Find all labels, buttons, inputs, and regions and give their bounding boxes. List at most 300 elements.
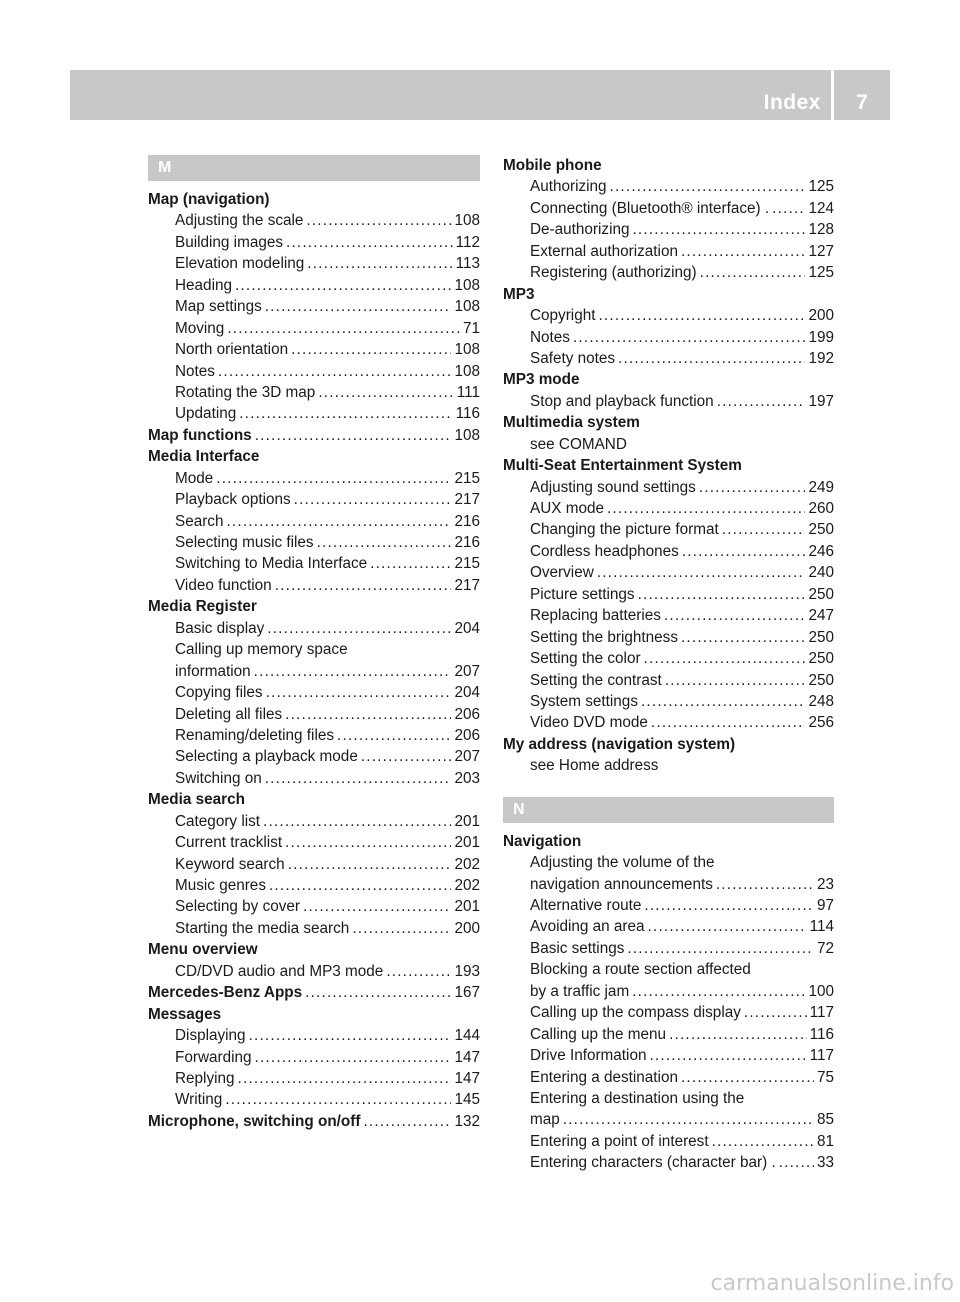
index-entry <box>503 916 834 937</box>
index-entry <box>503 1131 834 1152</box>
entry-label: Elevation modeling <box>175 255 305 273</box>
entry-label: Copyright <box>530 307 596 325</box>
page-number: 7 <box>856 91 868 114</box>
index-entry <box>503 938 834 959</box>
dot-leader <box>638 584 806 605</box>
entry-label: Video function <box>175 576 272 594</box>
entry-label: Mode <box>175 469 214 487</box>
index-entry <box>503 1024 834 1045</box>
index-entry <box>503 874 834 895</box>
dot-leader <box>700 262 806 283</box>
entry-label: Map functions <box>148 426 252 444</box>
dot-leader <box>216 468 451 489</box>
index-entry <box>148 210 480 231</box>
index-entry <box>148 361 480 382</box>
dot-leader <box>291 339 451 360</box>
index-entry <box>503 712 834 733</box>
entry-label: Copying files <box>175 684 263 702</box>
dot-leader <box>265 768 452 789</box>
entry-page-number: 246 <box>808 542 834 560</box>
index-entry <box>503 519 834 540</box>
entry-page-number: 248 <box>808 692 834 710</box>
entry-label: Setting the brightness <box>530 628 678 646</box>
entry-label: Notes <box>530 328 570 346</box>
index-heading-entry <box>148 425 480 446</box>
entry-page-number: 108 <box>454 426 480 444</box>
index-entry <box>148 1025 480 1046</box>
entry-page-number: 147 <box>454 1069 480 1087</box>
entry-label: Playback options <box>175 491 291 509</box>
dot-leader <box>318 382 453 403</box>
index-entry <box>503 477 834 498</box>
dot-leader <box>744 1002 807 1023</box>
entry-page-number: 127 <box>808 242 834 260</box>
entry-page-number: 216 <box>454 534 480 551</box>
index-entry <box>148 296 480 317</box>
entry-page-number: 125 <box>808 264 834 282</box>
index-heading: MP3 mode <box>503 371 580 389</box>
entry-page-number: 81 <box>816 1132 834 1150</box>
entry-page-number: 145 <box>454 1091 480 1109</box>
entry-label: Renaming/deleting files <box>175 726 335 744</box>
entry-label: Deleting all files <box>175 705 283 723</box>
dot-leader <box>772 198 805 219</box>
entry-label: Avoiding an area <box>530 918 645 936</box>
index-entry <box>148 961 480 982</box>
index-entry <box>148 725 480 746</box>
entry-label: Starting the media search <box>175 919 350 937</box>
entry-label: Entering a destination <box>530 1068 678 1086</box>
index-heading: Map (navigation) <box>148 191 270 208</box>
dot-leader <box>682 541 806 562</box>
dot-leader <box>669 1024 807 1045</box>
entry-label: Basic settings <box>530 939 625 957</box>
entry-page-number: 250 <box>808 650 834 668</box>
index-entry <box>503 1067 834 1088</box>
entry-label: Calling up the compass display <box>530 1004 741 1022</box>
index-entries-n <box>503 831 834 1174</box>
entry-page-number: 215 <box>454 469 480 487</box>
entry-page-number: 250 <box>808 585 834 603</box>
entry-label: Music genres <box>175 877 266 894</box>
entry-label: Selecting a playback mode <box>175 748 358 766</box>
index-entry <box>503 1045 834 1066</box>
index-entry <box>503 648 834 669</box>
entry-page-number: 201 <box>454 898 480 916</box>
dot-leader <box>641 691 806 712</box>
entry-label: Heading <box>175 276 232 294</box>
entry-page-number: 204 <box>454 619 480 637</box>
index-entry <box>503 241 834 262</box>
entry-page-number: 108 <box>454 276 480 294</box>
index-text-line: Blocking a route section affected <box>530 961 751 979</box>
entry-label: Entering characters (character bar) . <box>530 1154 776 1172</box>
dot-leader <box>267 618 451 639</box>
entry-page-number: 124 <box>808 199 834 217</box>
index-text-line: Entering a destination using the <box>530 1089 745 1107</box>
entry-label: Overview <box>530 564 594 582</box>
entry-label: System settings <box>530 692 638 710</box>
index-entry <box>148 918 480 939</box>
page-header-bar <box>70 70 890 120</box>
entry-label: Current tracklist <box>175 834 283 852</box>
dot-leader <box>716 874 814 895</box>
entry-page-number: 199 <box>808 328 834 346</box>
dot-leader <box>607 498 806 519</box>
dot-leader <box>249 1025 452 1046</box>
index-entry <box>503 1109 834 1130</box>
entry-page-number: 249 <box>808 478 834 496</box>
entry-page-number: 116 <box>455 405 480 423</box>
dot-leader <box>779 1152 814 1173</box>
dot-leader <box>225 1089 451 1110</box>
index-heading: Multi-Seat Entertainment System <box>503 457 742 475</box>
dot-leader <box>386 961 451 982</box>
index-entry <box>148 1047 480 1068</box>
entry-label: Calling up the menu <box>530 1025 667 1043</box>
entry-page-number: 240 <box>808 564 834 582</box>
index-entry <box>148 1089 480 1110</box>
index-entry <box>148 896 480 917</box>
entry-label: External authorization <box>530 242 678 260</box>
entry-label: Registering (authorizing) <box>530 264 697 282</box>
index-heading: Multimedia system <box>503 414 640 432</box>
entry-label: Forwarding <box>175 1048 252 1066</box>
index-entry <box>148 489 480 510</box>
entry-label: Alternative route <box>530 897 642 914</box>
entry-page-number: 207 <box>454 662 480 680</box>
index-entry <box>148 232 480 253</box>
index-entries-m <box>148 189 480 1132</box>
index-entry <box>148 811 480 832</box>
entry-label: Entering a point of interest <box>530 1132 709 1150</box>
dot-leader <box>712 1131 814 1152</box>
index-heading: Media Interface <box>148 448 260 466</box>
index-entry <box>503 562 834 583</box>
index-entry <box>503 198 834 219</box>
index-entries-m-continued <box>503 155 834 777</box>
entry-page-number: 200 <box>808 307 834 325</box>
dot-leader <box>618 348 805 369</box>
index-text-line: Adjusting the volume of the <box>530 854 715 872</box>
entry-label: Switching on <box>175 769 262 787</box>
entry-label: Category list <box>175 812 261 830</box>
entry-page-number: 112 <box>455 233 480 251</box>
entry-label: Updating <box>175 405 237 423</box>
entry-page-number: 100 <box>808 982 834 1000</box>
dot-leader <box>239 403 452 424</box>
index-entry <box>503 541 834 562</box>
index-entry <box>503 327 834 348</box>
entry-label: Picture settings <box>530 585 635 603</box>
index-entry <box>148 339 480 360</box>
dot-leader <box>255 425 452 446</box>
index-heading: Messages <box>148 1005 222 1023</box>
index-entry <box>148 768 480 789</box>
entry-page-number: 23 <box>816 875 834 893</box>
index-entry <box>148 746 480 767</box>
entry-label: Safety notes <box>530 349 616 367</box>
entry-label: Connecting (Bluetooth® interface) . <box>530 199 770 217</box>
entry-label: information <box>175 662 251 680</box>
entry-page-number: 202 <box>454 877 480 894</box>
index-entry <box>148 318 480 339</box>
dot-leader <box>254 661 452 682</box>
index-entry <box>148 532 480 553</box>
dot-leader <box>255 1047 452 1068</box>
index-entry <box>503 391 834 412</box>
entry-page-number: 250 <box>808 628 834 646</box>
index-entry <box>503 1002 834 1023</box>
dot-leader <box>263 811 451 832</box>
dot-leader <box>597 562 806 583</box>
index-column-right <box>503 155 834 1174</box>
entry-label: Stop and playback function <box>530 392 714 410</box>
entry-label: Selecting music files <box>175 534 314 551</box>
entry-page-number: 216 <box>454 512 480 530</box>
entry-label: North orientation <box>175 341 289 359</box>
entry-page-number: 215 <box>454 555 480 573</box>
entry-page-number: 147 <box>454 1048 480 1066</box>
entry-page-number: 85 <box>816 1111 834 1129</box>
dot-leader <box>648 916 807 937</box>
index-entry <box>503 627 834 648</box>
index-entry <box>148 553 480 574</box>
entry-label: Microphone, switching on/off <box>148 1112 361 1130</box>
entry-label: Notes <box>175 362 215 380</box>
entry-page-number: 206 <box>454 726 480 744</box>
index-entry <box>148 382 480 403</box>
dot-leader <box>266 682 452 703</box>
entry-label: Keyword search <box>175 855 285 873</box>
dot-leader <box>644 648 806 669</box>
entry-page-number: 203 <box>454 769 480 787</box>
index-entry <box>503 262 834 283</box>
entry-page-number: 204 <box>454 684 480 702</box>
dot-leader <box>632 219 805 240</box>
dot-leader <box>681 1067 814 1088</box>
entry-label: Replacing batteries <box>530 607 661 625</box>
entry-page-number: 217 <box>454 491 480 509</box>
entry-page-number: 113 <box>455 255 480 273</box>
entry-label: map <box>530 1111 560 1129</box>
entry-page-number: 71 <box>462 319 480 337</box>
dot-leader <box>610 176 806 197</box>
dot-leader <box>317 532 452 553</box>
entry-label: Adjusting sound settings <box>530 478 696 496</box>
entry-label: AUX mode <box>530 500 604 517</box>
entry-label: Setting the color <box>530 650 641 668</box>
dot-leader <box>269 875 452 896</box>
index-entry <box>148 403 480 424</box>
dot-leader <box>218 361 452 382</box>
section-header-m: M <box>148 155 480 181</box>
entry-label: Map settings <box>175 298 262 316</box>
index-entry <box>148 618 480 639</box>
dot-leader <box>337 725 451 746</box>
entry-label: Switching to Media Interface <box>175 555 368 573</box>
dot-leader <box>285 832 451 853</box>
index-heading: Media Register <box>148 598 257 616</box>
dot-leader <box>370 553 451 574</box>
index-entry <box>148 704 480 725</box>
entry-label: Writing <box>175 1091 223 1109</box>
dot-leader <box>305 982 451 1003</box>
entry-label: Adjusting the scale <box>175 212 304 230</box>
index-heading: Navigation <box>503 832 582 850</box>
index-entry <box>148 253 480 274</box>
entry-page-number: 250 <box>808 521 834 539</box>
index-heading: Media search <box>148 791 245 809</box>
dot-leader <box>649 1045 806 1066</box>
index-heading: Menu overview <box>148 941 258 959</box>
entry-page-number: 108 <box>454 298 480 316</box>
entry-page-number: 201 <box>454 834 480 852</box>
dot-leader <box>644 895 814 916</box>
dot-leader <box>573 327 806 348</box>
index-entry <box>148 682 480 703</box>
entry-label: by a traffic jam <box>530 982 630 1000</box>
dot-leader <box>235 275 451 296</box>
section-header-n: N <box>503 797 834 823</box>
dot-leader <box>563 1109 814 1130</box>
index-column-left <box>148 155 480 1132</box>
entry-page-number: 197 <box>808 392 834 410</box>
dot-leader <box>627 938 814 959</box>
entry-page-number: 108 <box>454 212 480 230</box>
entry-page-number: 116 <box>809 1025 834 1043</box>
index-heading-entry <box>148 1111 480 1132</box>
entry-page-number: 108 <box>454 341 480 359</box>
index-entry <box>503 305 834 326</box>
entry-page-number: 75 <box>816 1068 834 1086</box>
entry-page-number: 167 <box>454 984 480 1002</box>
index-entry <box>503 670 834 691</box>
entry-label: Replying <box>175 1069 235 1087</box>
entry-label: navigation announcements <box>530 875 713 893</box>
dot-leader <box>681 241 806 262</box>
entry-page-number: 125 <box>808 178 834 196</box>
entry-page-number: 108 <box>454 362 480 380</box>
index-entry <box>148 275 480 296</box>
index-heading: Mobile phone <box>503 157 602 174</box>
entry-page-number: 33 <box>816 1154 834 1172</box>
entry-label: Drive Information <box>530 1047 647 1065</box>
index-text-line: Calling up memory space <box>175 641 348 659</box>
entry-page-number: 247 <box>808 607 834 625</box>
dot-leader <box>286 232 453 253</box>
dot-leader <box>285 704 451 725</box>
dot-leader <box>665 670 806 691</box>
entry-label: Search <box>175 512 224 530</box>
index-entry <box>503 691 834 712</box>
index-entry <box>503 895 834 916</box>
dot-leader <box>722 519 806 540</box>
index-entry <box>148 511 480 532</box>
index-text-line: see Home address <box>530 757 659 775</box>
dot-leader <box>632 981 805 1002</box>
index-entry <box>148 468 480 489</box>
entry-page-number: 260 <box>808 500 834 517</box>
entry-page-number: 250 <box>808 671 834 689</box>
index-entry <box>503 176 834 197</box>
index-entry <box>503 1152 834 1173</box>
dot-leader <box>226 511 451 532</box>
index-entry <box>503 584 834 605</box>
entry-label: Changing the picture format <box>530 521 719 539</box>
dot-leader <box>363 1111 451 1132</box>
dot-leader <box>681 627 806 648</box>
dot-leader <box>275 575 452 596</box>
entry-label: Cordless headphones <box>530 542 679 560</box>
dot-leader <box>306 210 451 231</box>
entry-label: Basic display <box>175 619 265 637</box>
entry-page-number: 128 <box>808 221 834 239</box>
dot-leader <box>294 489 452 510</box>
index-entry <box>503 605 834 626</box>
entry-label: Video DVD mode <box>530 714 648 732</box>
entry-page-number: 117 <box>809 1004 834 1022</box>
dot-leader <box>598 305 805 326</box>
entry-label: Mercedes-Benz Apps <box>148 984 303 1002</box>
footer-watermark: carmanualsonline.info <box>710 1271 954 1296</box>
entry-page-number: 201 <box>454 812 480 830</box>
entry-label: Selecting by cover <box>175 898 300 916</box>
entry-page-number: 72 <box>816 939 834 957</box>
entry-page-number: 193 <box>454 962 480 980</box>
index-entry <box>503 498 834 519</box>
entry-page-number: 117 <box>809 1047 834 1065</box>
dot-leader <box>307 253 452 274</box>
entry-page-number: 200 <box>454 919 480 937</box>
entry-label: De-authorizing <box>530 221 630 239</box>
entry-page-number: 97 <box>816 897 834 914</box>
entry-label: Building images <box>175 233 283 251</box>
index-heading: My address (navigation system) <box>503 735 736 753</box>
dot-leader <box>303 896 451 917</box>
entry-label: Rotating the 3D map <box>175 383 316 401</box>
index-entry <box>148 832 480 853</box>
index-entry <box>148 1068 480 1089</box>
index-entry <box>503 981 834 1002</box>
index-heading-entry <box>148 982 480 1003</box>
dot-leader <box>288 854 452 875</box>
entry-page-number: 114 <box>809 918 834 936</box>
entry-label: Authorizing <box>530 178 607 196</box>
index-entry <box>503 348 834 369</box>
entry-page-number: 217 <box>454 576 480 594</box>
entry-page-number: 111 <box>456 383 480 401</box>
entry-label: Displaying <box>175 1027 246 1045</box>
entry-label: CD/DVD audio and MP3 mode <box>175 962 384 980</box>
dot-leader <box>699 477 806 498</box>
dot-leader <box>352 918 451 939</box>
index-entry <box>503 219 834 240</box>
entry-page-number: 207 <box>454 748 480 766</box>
dot-leader <box>664 605 806 626</box>
index-entry <box>148 875 480 896</box>
entry-label: Setting the contrast <box>530 671 662 689</box>
index-heading: MP3 <box>503 285 535 303</box>
dot-leader <box>265 296 452 317</box>
index-entry <box>148 661 480 682</box>
dot-leader <box>361 746 452 767</box>
entry-page-number: 206 <box>454 705 480 723</box>
entry-page-number: 256 <box>808 714 834 732</box>
entry-page-number: 192 <box>808 349 834 367</box>
entry-page-number: 202 <box>454 855 480 873</box>
dot-leader <box>651 712 806 733</box>
